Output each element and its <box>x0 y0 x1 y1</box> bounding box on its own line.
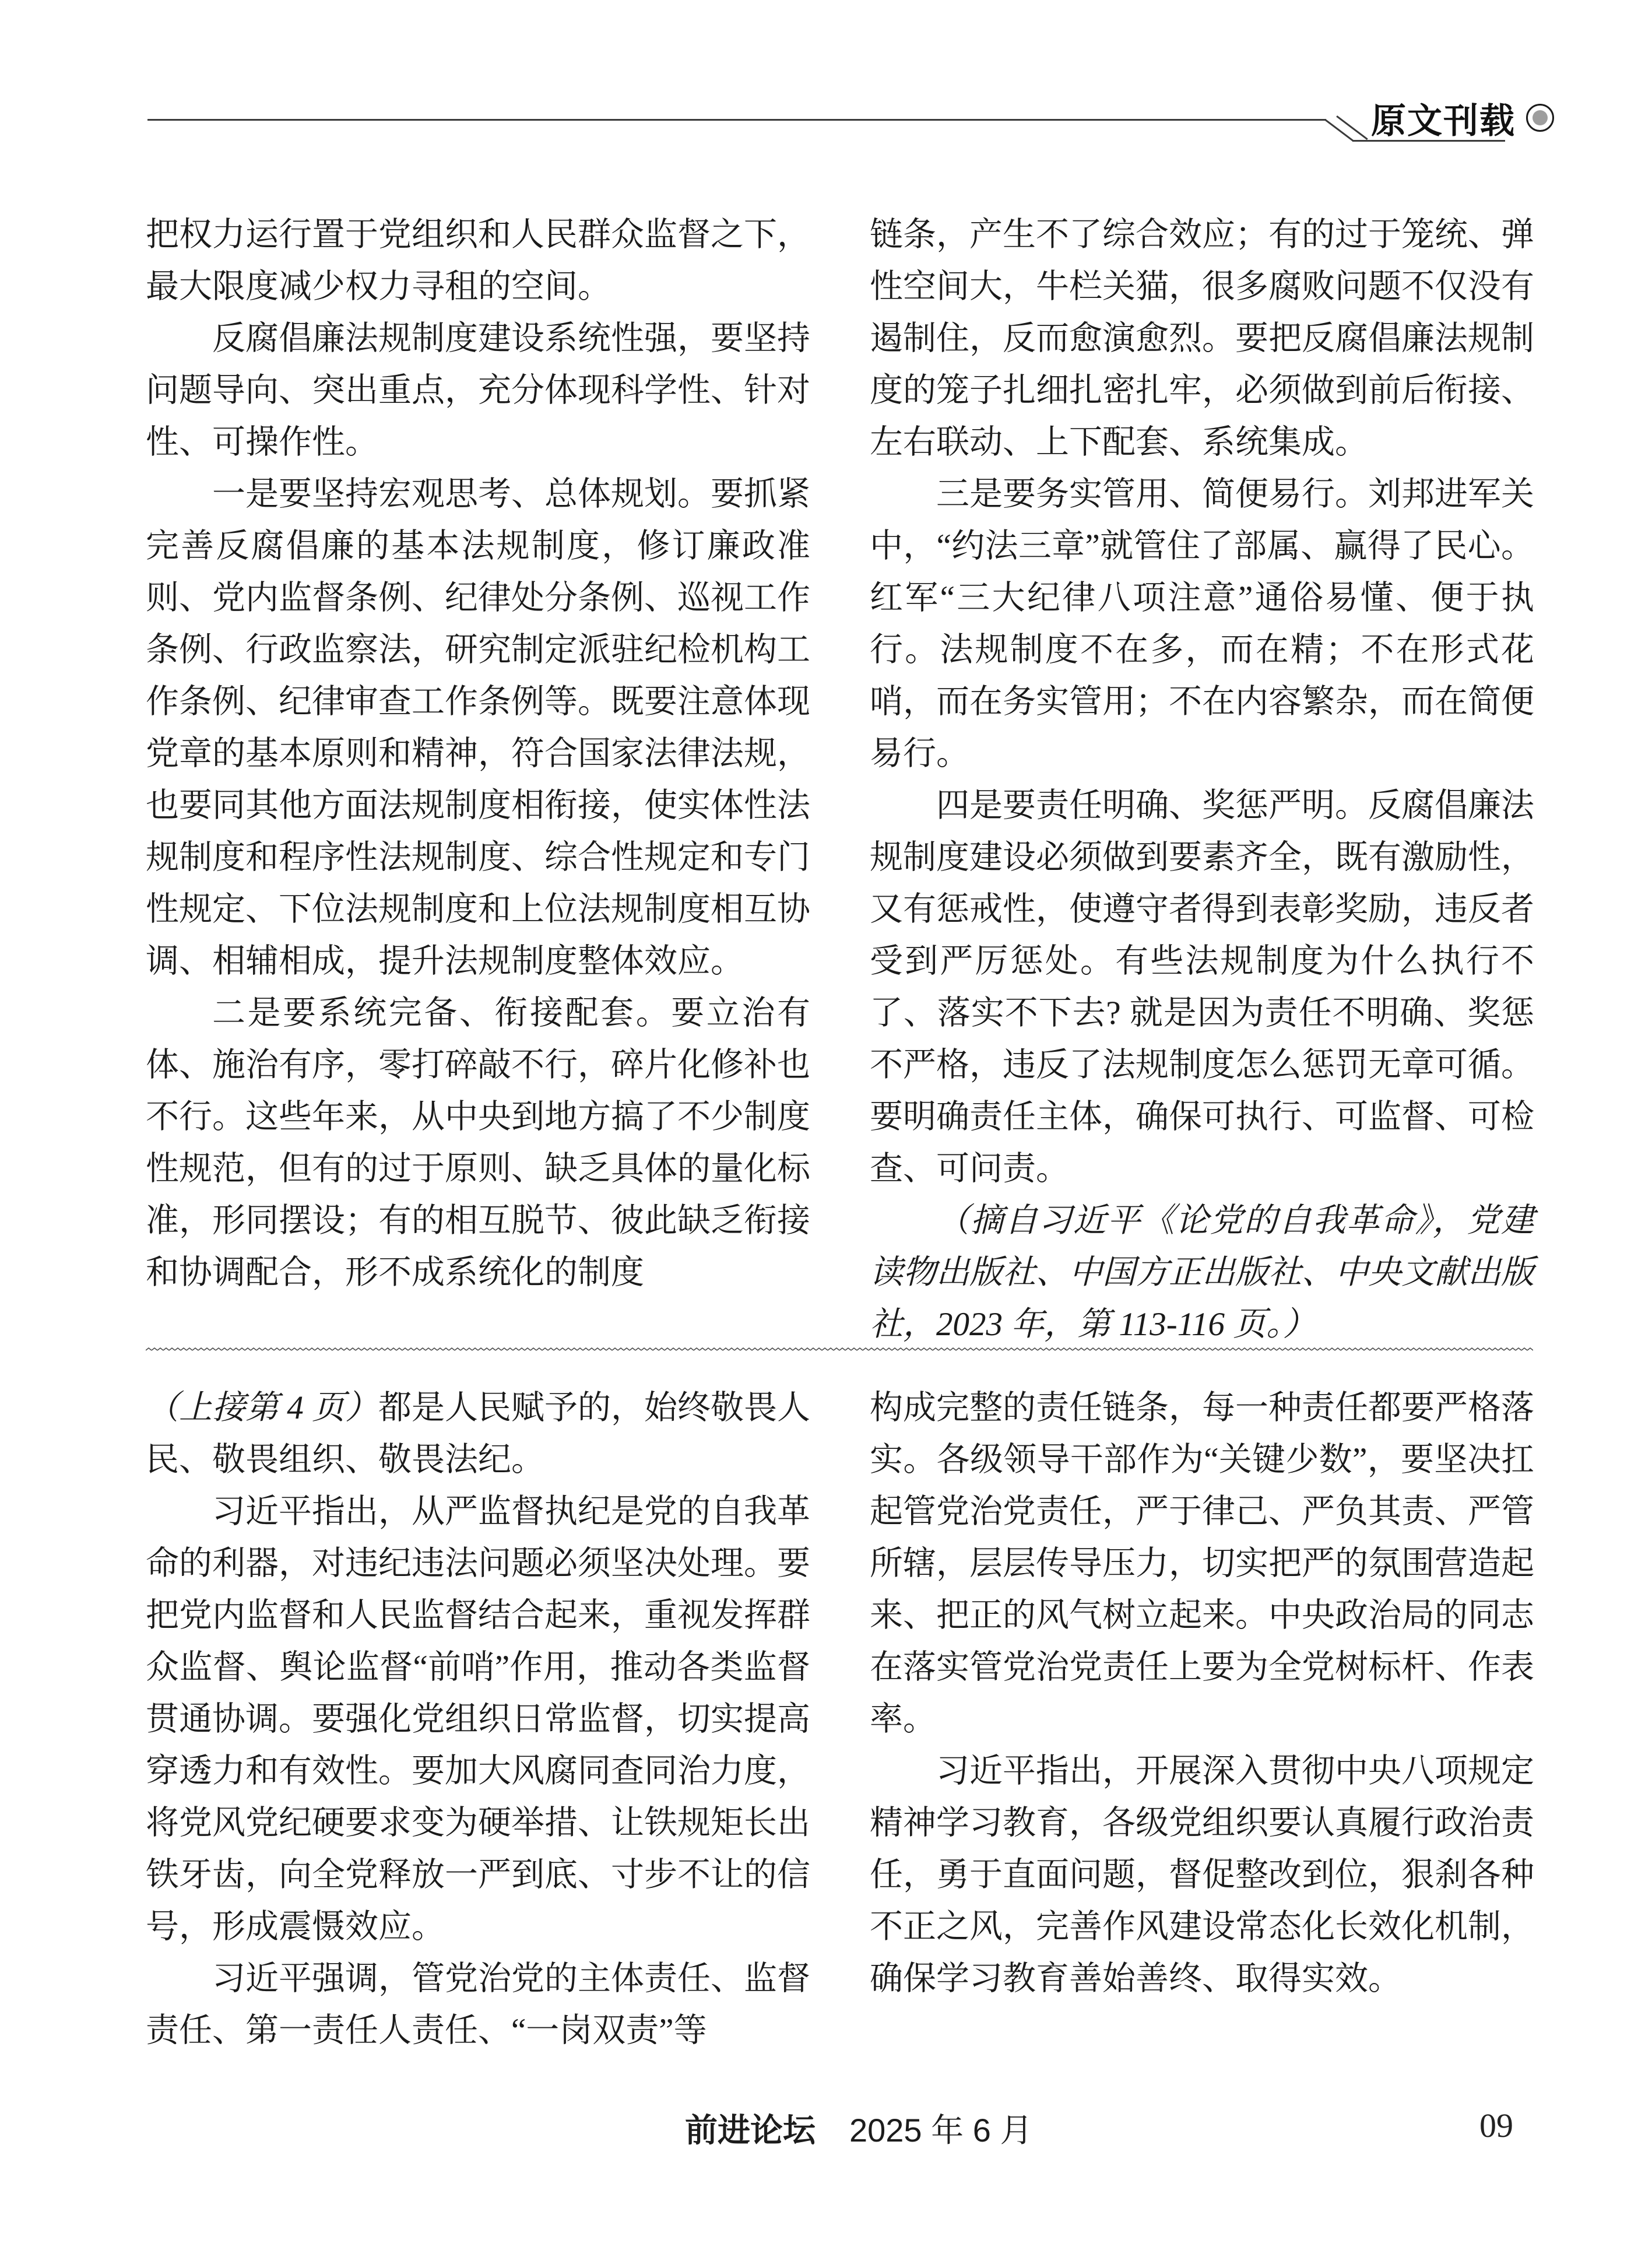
page-number: 09 <box>1479 2107 1513 2144</box>
bottom-right-column <box>870 1382 1534 2005</box>
paragraph: 三是要务实管用、简便易行。刘邦进军关中，“约法三章”就管住了部属、赢得了民心。红军“三大纪律八项注意”通俗易懂、便于执行。法规制度不在多，而在精；不在形式花哨，而在务实管用；不在内容繁杂，而在简便易行。 <box>870 476 1534 772</box>
header-rule-break-tick <box>1336 115 1368 140</box>
issue-date: 2025 年 6 月 <box>849 2112 1033 2149</box>
bullseye-icon <box>1526 104 1554 132</box>
paragraph: 二是要系统完备、衔接配套。要立治有体、施治有序，零打碎敲不行，碎片化修补也不行。这些年来，从中央到地方搞了不少制度性规范，但有的过于原则、缺乏具体的量化标准，形同摆设；有的相互脱节、彼此缺乏衔接和协调配合，形不成系统化的制度 <box>146 995 810 1291</box>
wavy-divider <box>146 1346 1533 1353</box>
bottom-left-column <box>146 1382 810 2056</box>
continued-lead-paragraph <box>146 1382 810 1486</box>
journal-name: 前进论坛 <box>685 2112 816 2149</box>
paragraph: 把权力运行置于党组织和人民群众监督之下，最大限度减少权力寻租的空间。 <box>146 216 810 305</box>
continued-from-note: （上接第 4 页） <box>146 1389 378 1426</box>
citation-paragraph: （摘自习近平《论党的自我革命》，党建读物出版社、中国方正出版社、中央文献出版社，2023 年，第 113-116 页。） <box>870 1202 1534 1343</box>
header-rule-break-slash <box>1324 119 1354 142</box>
paragraph: 四是要责任明确、奖惩严明。反腐倡廉法规制度建设必须做到要素齐全，既有激励性，又有惩戒性，使遵守者得到表彰奖励，违反者受到严厉惩处。有些法规制度为什么执行不了、落实不下去? 就是因为责任不明确、奖惩不严格，违反了法规制度怎么惩罚无章可循。要明确责任主体，确保可执行、可监督、可检查、可问责。 <box>870 787 1534 1187</box>
paragraph: 一是要坚持宏观思考、总体规划。要抓紧完善反腐倡廉的基本法规制度，修订廉政准则、党内监督条例、纪律处分条例、巡视工作条例、行政监察法，研究制定派驻纪检机构工作条例、纪律审查工作条例等。既要注意体现党章的基本原则和精神，符合国家法律法规，也要同其他方面法规制度相衔接，使实体性法规制度和程序性法规制度、综合性规定和专门性规定、下位法规制度和上位法规制度相互协调、相辅相成，提升法规制度整体效应。 <box>146 476 810 980</box>
paragraph-text: 都是人民赋予的，始终敬畏人民、敬畏组织、敬畏法纪。 <box>146 1389 810 1478</box>
paragraph: 习近平指出，开展深入贯彻中央八项规定精神学习教育，各级党组织要认真履行政治责任，勇于直面问题，督促整改到位，狠刹各种不正之风，完善作风建设常态化长效化机制，确保学习教育善始善终、取得实效。 <box>870 1753 1534 1997</box>
bullseye-dot <box>1533 110 1548 125</box>
header-rule-long <box>147 119 1326 121</box>
top-left-column <box>146 209 810 1298</box>
paragraph: 反腐倡廉法规制度建设系统性强，要坚持问题导向、突出重点，充分体现科学性、针对性、可操作性。 <box>146 320 810 461</box>
paragraph: 构成完整的责任链条，每一种责任都要严格落实。各级领导干部作为“关键少数”，要坚决扛起管党治党责任，严于律己、严负其责、严管所辖，层层传导压力，切实把严的氛围营造起来、把正的风气树立起来。中央政治局的同志在落实管党治党责任上要为全党树标杆、作表率。 <box>870 1389 1534 1737</box>
paragraph: 链条，产生不了综合效应；有的过于笼统、弹性空间大，牛栏关猫，很多腐败问题不仅没有遏制住，反而愈演愈烈。要把反腐倡廉法规制度的笼子扎细扎密扎牢，必须做到前后衔接、左右联动、上下配套、系统集成。 <box>870 216 1534 461</box>
top-right-column <box>870 209 1534 1350</box>
paragraph: 习近平强调，管党治党的主体责任、监督责任、第一责任人责任、“一岗双责”等 <box>146 1960 810 2049</box>
paragraph: 习近平指出，从严监督执纪是党的自我革命的利器，对违纪违法问题必须坚决处理。要把党内监督和人民监督结合起来，重视发挥群众监督、舆论监督“前哨”作用，推动各类监督贯通协调。要强化党组织日常监督，切实提高穿透力和有效性。要加大风腐同查同治力度，将党风党纪硬要求变为硬举措、让铁规矩长出铁牙齿，向全党释放一严到底、寸步不让的信号，形成震慑效应。 <box>146 1493 810 1945</box>
column-section-label: 原文刊载 <box>1371 102 1516 141</box>
page-footer <box>685 2105 1032 2151</box>
